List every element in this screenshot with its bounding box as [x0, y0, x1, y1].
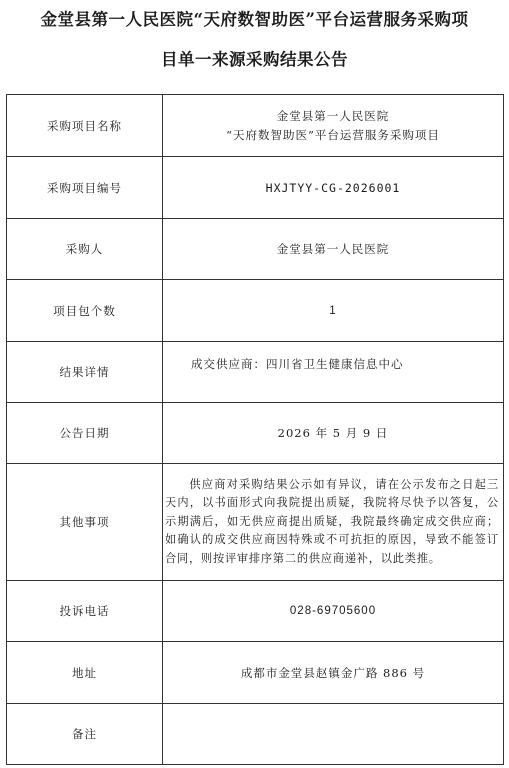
- value-other-cell: [163, 464, 504, 581]
- value-purchaser: 金堂县第一人民医院: [163, 219, 504, 280]
- notice-title-line-2: 目单一来源采购结果公告: [161, 50, 348, 69]
- value-package-count: 1: [163, 280, 504, 342]
- table-row-project-code: [7, 157, 504, 219]
- value-project-name-line-2: “天府数智助医”平台运营服务采购项目: [226, 127, 440, 142]
- value-project-code: HXJTYY-CG-2026001: [163, 157, 504, 219]
- table-row-project-name: [7, 95, 504, 157]
- notice-title-line-1: 金堂县第一人民医院“天府数智助医”平台运营服务采购项: [40, 10, 469, 29]
- value-remarks: [163, 704, 504, 765]
- value-result: 成交供应商：四川省卫生健康信息中心: [191, 357, 404, 371]
- notice-title: [0, 0, 509, 80]
- value-phone: 028-69705600: [163, 581, 504, 642]
- label-other: 其他事项: [7, 464, 163, 581]
- label-address: 地址: [7, 642, 163, 704]
- value-other: 供应商对采购结果公示如有异议，请在公示发布之日起三天内，以书面形式向我院提出质疑，我院将尽快予以答复，公示期满后，如无供应商提出质疑，我院最终确定成交供应商；如确认的成交供应商因特殊或不可抗拒的原因，导致不能签订合同，则按评审排序第二的供应商递补，以此类推。: [165, 477, 499, 565]
- label-remarks: 备注: [7, 704, 163, 765]
- label-notice-date: 公告日期: [7, 403, 163, 464]
- value-result-cell: [163, 342, 504, 403]
- value-notice-date: 2026 年 5 月 9 日: [163, 403, 504, 464]
- label-phone: 投诉电话: [7, 581, 163, 642]
- value-project-name: [163, 95, 504, 157]
- label-result: 结果详情: [7, 342, 163, 403]
- table-row-address: [7, 642, 504, 704]
- result-table: [6, 94, 504, 765]
- value-other-wrapper: [163, 476, 503, 568]
- value-project-name-line-1: 金堂县第一人民医院: [276, 108, 390, 123]
- table-row-notice-date: [7, 403, 504, 464]
- label-package-count: 项目包个数: [7, 280, 163, 342]
- value-address: 成都市金堂县赵镇金广路 886 号: [163, 642, 504, 704]
- table-row-phone: [7, 581, 504, 642]
- table-row-other: [7, 464, 504, 581]
- table-row-result: [7, 342, 504, 403]
- label-purchaser: 采购人: [7, 219, 163, 280]
- table-row-package-count: [7, 280, 504, 342]
- label-project-code: 采购项目编号: [7, 157, 163, 219]
- table-row-remarks: [7, 704, 504, 765]
- label-project-name: 采购项目名称: [7, 95, 163, 157]
- table-row-purchaser: [7, 219, 504, 280]
